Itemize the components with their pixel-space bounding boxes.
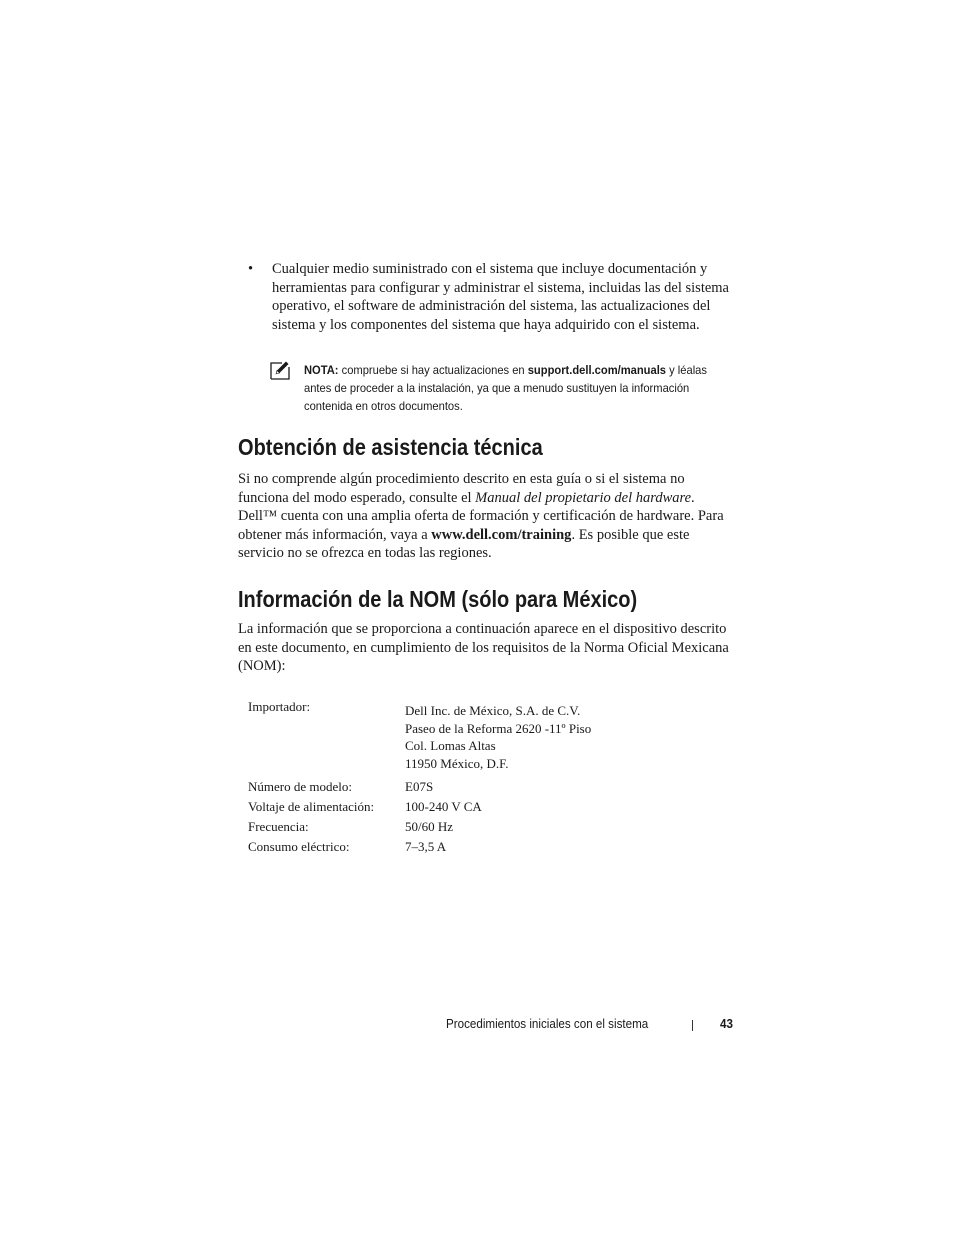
bullet-marker: • bbox=[248, 261, 254, 277]
note-text-before: compruebe si hay actualizaciones en bbox=[338, 363, 528, 377]
technical-support-paragraph bbox=[238, 470, 733, 563]
importer-line: 11950 México, D.F. bbox=[405, 755, 509, 771]
importer-line: Col. Lomas Altas bbox=[405, 738, 496, 753]
footer-chapter-title: Procedimientos iniciales con el sistema bbox=[446, 1017, 649, 1031]
nom-value: E07S bbox=[405, 779, 434, 794]
note-text-after: y léalas antes de proceder a la instalación, ya que a menudo sustituyen la información contenida en otros documentos. bbox=[304, 363, 707, 413]
importer-line: Dell Inc. de México, S.A. de C.V. bbox=[405, 703, 581, 718]
note-label: NOTA: bbox=[304, 363, 339, 377]
note-text bbox=[304, 361, 713, 415]
page-number: 43 bbox=[720, 1017, 733, 1031]
section-heading-nom-info: Información de la NOM (sólo para México) bbox=[238, 586, 638, 612]
footer-divider bbox=[692, 1020, 693, 1031]
nom-value: 100-240 V CA bbox=[405, 799, 482, 814]
hardware-manual-title: Manual del propietario del hardware bbox=[475, 489, 692, 506]
nom-intro-paragraph: La información que se proporciona a continuación aparece en el dispositivo descrito en este documento, en cumplimiento de los requisitos de la Norma Oficial Mexicana (NOM): bbox=[238, 621, 729, 675]
nom-label: Voltaje de alimentación: bbox=[248, 799, 375, 814]
nom-value: 50/60 Hz bbox=[405, 819, 454, 834]
paragraph-text: Si no comprende algún procedimiento descrito en esta guía o si el sistema no funciona del modo esperado, consulte el bbox=[238, 471, 685, 506]
support-link[interactable]: support.dell.com/manuals bbox=[527, 363, 667, 377]
section-heading-technical-support: Obtención de asistencia técnica bbox=[238, 434, 543, 460]
importer-line: Paseo de la Reforma 2620 -11º Piso bbox=[405, 720, 592, 736]
paragraph-text: . Es posible que este servicio no se ofrezca en todas las regiones. bbox=[238, 526, 690, 562]
nom-label: Frecuencia: bbox=[248, 819, 309, 834]
bullet-item-text: Cualquier medio suministrado con el sistema que incluye documentación y herramientas para configurar y administrar el sistema, incluidas las del sistema operativo, el software de administración del sistema, las actualizaciones del sistema y los componentes del sistema que haya adquirido con el sistema. bbox=[272, 261, 729, 333]
paragraph-text: . Dell™ cuenta con una amplia oferta de formación y certificación de hardware. Para obtener más información, vaya a bbox=[238, 489, 724, 543]
pencil-note-icon bbox=[270, 360, 290, 380]
nom-label: Consumo eléctrico: bbox=[248, 839, 350, 854]
nom-value: 7–3,5 A bbox=[405, 839, 447, 854]
training-link[interactable]: www.dell.com/training bbox=[431, 526, 572, 543]
nom-label: Importador: bbox=[248, 699, 311, 714]
nom-label: Número de modelo: bbox=[248, 779, 352, 794]
